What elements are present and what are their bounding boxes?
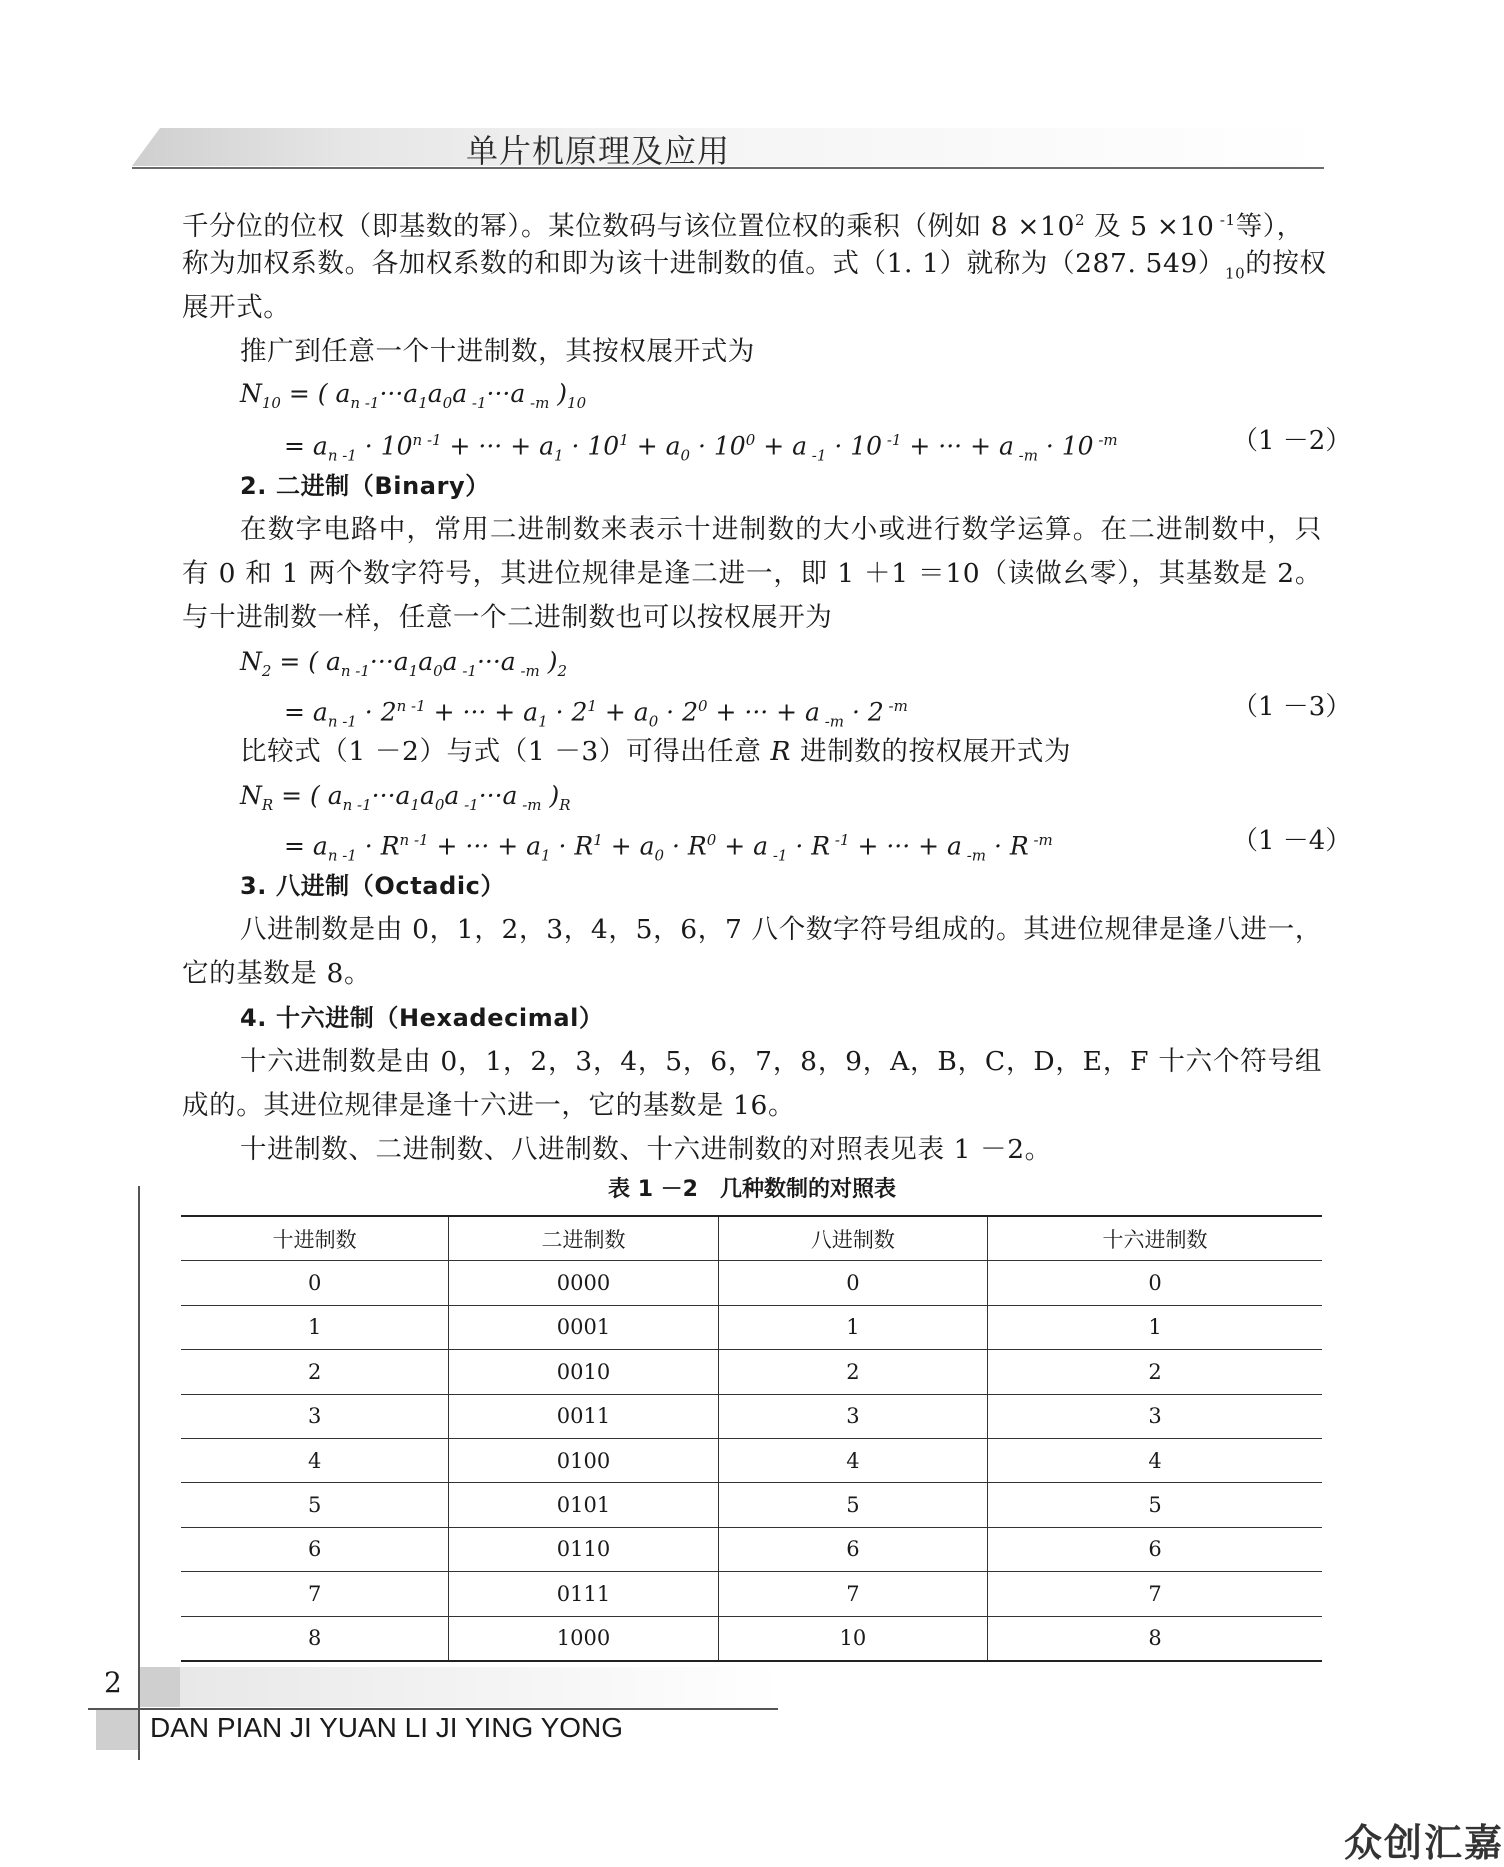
table-cell: 0011	[449, 1394, 718, 1438]
section-heading-binary: 2. 二进制（Binary）	[240, 472, 490, 500]
table-cell: 2	[718, 1350, 987, 1394]
table-cell: 8	[181, 1616, 449, 1661]
binary-paragraph: 在数字电路中，常用二进制数来表示十进制数的大小或进行数学运算。在二进制数中，只有 0 和 1 两个数字符号，其进位规律是逢二进一，即 1 ＋1 ＝10（读做幺零），其基数是 2。与十进制数一样，任意一个二进制数也可以按权展开为	[182, 514, 1322, 633]
equation-1-2-line-2: = $a_{n -1} \cdot 10^{n -1}$ + ··· + $a_1 \cdot 10^1 + a_0 \cdot 10^0 + a$ $_{-1}$ · 10 $^{-1}$ + ··· + a $_{-m}$ · 10 $^{-m}$	[284, 431, 1118, 465]
equation-1-4-line-2: = $a_{n -1} \cdot R^{n -1}$ + ··· + $a_1 \cdot R^1 + a_0 \cdot R^0 + a$ $_{-1}$ · R $^{-1}$ + ··· + a $_{-m}$ · R $^{-m}$	[284, 831, 1053, 865]
table-cell: 10	[718, 1616, 987, 1661]
number-system-table	[181, 1215, 1322, 1662]
footer-pinyin-title: DAN PIAN JI YUAN LI JI YING YONG	[150, 1712, 624, 1743]
table-cell: 3	[181, 1394, 449, 1438]
equation-1-4-line-1: $N_R$ = ( $a_{n -1}\cdot\cdot\cdot a_1a_0a$ $_{-1}$···a $_{-m}$ )$_R$	[240, 781, 571, 814]
table-cell: 6	[718, 1527, 987, 1571]
table-cell: 3	[718, 1394, 987, 1438]
table-cell: 7	[181, 1572, 449, 1616]
table-cell: 1	[718, 1305, 987, 1349]
running-title: 单片机原理及应用	[466, 132, 731, 170]
table-row	[181, 1527, 1322, 1571]
table-reference-line: 十进制数、二进制数、八进制数、十六进制数的对照表见表 1 －2。	[240, 1134, 1052, 1165]
table-cell: 1	[181, 1305, 449, 1349]
equation-number-1-4: （1 －4）	[1232, 826, 1352, 856]
column-header: 十进制数	[181, 1216, 449, 1261]
table-row	[181, 1261, 1322, 1305]
table-cell: 0101	[449, 1483, 718, 1527]
table-cell: 4	[988, 1438, 1322, 1482]
table-cell: 0001	[449, 1305, 718, 1349]
table-cell: 2	[988, 1350, 1322, 1394]
column-header: 二进制数	[449, 1216, 718, 1261]
intro-line-4: 推广到任意一个十进制数，其按权展开式为	[240, 336, 755, 367]
equation-1-3-line-1: $N_2$ = ( $a_{n -1}\cdot\cdot\cdot a_1a_0a$ $_{-1}$···a $_{-m}$ )$_2$	[240, 647, 568, 680]
table-cell: 8	[988, 1616, 1322, 1661]
compare-line: 比较式（1 －2）与式（1 －3）可得出任意 R 进制数的按权展开式为	[240, 736, 1072, 767]
table-cell: 5	[718, 1483, 987, 1527]
intro-line-1: 千分位的位权（即基数的幂）。某位数码与该位置位权的乘积（例如 $8 \times 10^2$ 及 5 ×10 $^{-1}$等），	[182, 210, 1304, 242]
table-cell: 4	[718, 1438, 987, 1482]
hex-paragraph: 十六进制数是由 0，1，2，3，4，5，6，7，8，9，A，B，C，D，E，F 十六个符号组成的。其进位规律是逢十六进一，它的基数是 16。	[182, 1046, 1322, 1121]
table-cell: 1000	[449, 1616, 718, 1661]
table-cell: 0000	[449, 1261, 718, 1305]
footer-box-upper	[140, 1667, 180, 1707]
table-cell: 6	[988, 1527, 1322, 1571]
equation-number-1-3: （1 －3）	[1232, 692, 1352, 722]
table-cell: 7	[988, 1572, 1322, 1616]
table-cell: 5	[988, 1483, 1322, 1527]
page-number: 2	[104, 1666, 122, 1699]
section-heading-hex: 4. 十六进制（Hexadecimal）	[240, 1004, 604, 1032]
table-cell: 2	[181, 1350, 449, 1394]
table-cell: 0	[181, 1261, 449, 1305]
table-cell: 3	[988, 1394, 1322, 1438]
table-row	[181, 1350, 1322, 1394]
table-cell: 0110	[449, 1527, 718, 1571]
table-cell: 0	[718, 1261, 987, 1305]
table-row	[181, 1438, 1322, 1482]
table-row	[181, 1616, 1322, 1661]
equation-1-2-line-1: $N_{10}$ = ( $a_{n -1}\cdot\cdot\cdot a_1a_0a$ $_{-1}$···a $_{-m}$ )$_{10}$	[240, 379, 587, 412]
table-cell: 0100	[449, 1438, 718, 1482]
footer-rule	[88, 1708, 778, 1710]
watermark: 众创汇嘉	[1343, 1821, 1504, 1865]
table-cell: 0111	[449, 1572, 718, 1616]
table-caption: 表 1 －2 几种数制的对照表	[608, 1177, 896, 1202]
column-header: 八进制数	[718, 1216, 987, 1261]
table-cell: 6	[181, 1527, 449, 1571]
table-row	[181, 1394, 1322, 1438]
footer-band	[180, 1667, 780, 1707]
table-header-row	[181, 1216, 1322, 1261]
intro-line-2: 称为加权系数。各加权系数的和即为该十进制数的值。式（1. 1）就称为（287. $549)_{10}$的按权	[182, 248, 1327, 283]
octal-paragraph: 八进制数是由 0，1，2，3，4，5，6，7 八个数字符号组成的。其进位规律是逢八进一，它的基数是 8。	[182, 914, 1322, 989]
intro-line-3: 展开式。	[182, 292, 291, 323]
table-row	[181, 1305, 1322, 1349]
table-row	[181, 1572, 1322, 1616]
column-header: 十六进制数	[988, 1216, 1322, 1261]
table-cell: 5	[181, 1483, 449, 1527]
section-heading-octal: 3. 八进制（Octadic）	[240, 872, 506, 900]
equation-number-1-2: （1 －2）	[1232, 426, 1352, 456]
table-row	[181, 1483, 1322, 1527]
table-cell: 7	[718, 1572, 987, 1616]
table-cell: 4	[181, 1438, 449, 1482]
table-cell: 1	[988, 1305, 1322, 1349]
equation-1-3-line-2: = $a_{n -1} \cdot 2^{n -1}$ + ··· + $a_1 \cdot 2^1 + a_0 \cdot 2^0$ + ··· + a $_{-m}$ · 2 $^{-m}$	[284, 697, 908, 731]
footer-box-lower	[96, 1710, 138, 1750]
table-cell: 0	[988, 1261, 1322, 1305]
table-cell: 0010	[449, 1350, 718, 1394]
